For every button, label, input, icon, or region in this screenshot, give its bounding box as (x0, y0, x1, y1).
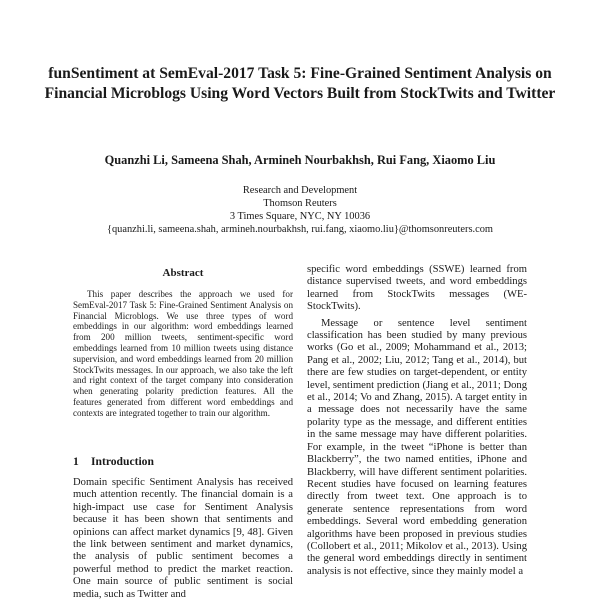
abstract-heading: Abstract (162, 267, 204, 279)
introduction-paragraph: Domain specific Sentiment Analysis has received much attention recently. The financial domain is a high-impact use case for Sentiment Analysis because it has been shown that sentiments and opinions can affect market dynamics [9, 48]. Given the link between sentiment and market dynamics, the analysis of public sentiment becomes a powerful method to predict the market reaction. One main source of public sentiment is social media, such as Twitter and (73, 477, 293, 600)
author-emails: {quanzhi.li, sameena.shah, armineh.nourbakhsh, rui.fang, xiaomo.liu}@thomsonreuters.com (106, 224, 493, 235)
affiliation-block (20, 184, 580, 236)
right-column (307, 264, 527, 582)
right-column-paragraph-1: specific word embeddings (SSWE) learned from distance supervised tweets, and word embeddings learned from StockTwits messages (WE-StockTwits). (307, 264, 527, 313)
section-number: 1 (73, 455, 79, 468)
abstract-text: This paper describes the approach we used for SemEval-2017 Task 5: Fine-Grained Sentiment Analysis on Financial Microblogs. We use three types of word embeddings in our algorithm: word embeddings learned from 200 million tweets, sentiment-specific word embeddings learned from 10 million tweets using distance supervision, and word embeddings learned from 20 million StockTwits messages. In our approach, we also take the left and right context of the target company into consideration when generating polarity prediction features. All the features generated from different word embeddings and contexts are integrated together to train our algorithm. (73, 289, 293, 418)
author-list: Quanzhi Li, Sameena Shah, Armineh Nourbakhsh, Rui Fang, Xiaomo Liu (104, 153, 496, 167)
section-title: Introduction (91, 455, 154, 468)
right-column-paragraph-2: Message or sentence level sentiment classification has been studied by many previous works (Go et al., 2009; Mohammand et al., 2013; Pang et al., 2002; Liu, 2012; Tang et al., 2014), but there are few studies on target-dependent, or entity level, sentiment prediction (Jiang et al., 2011; Dong et al., 2014; Vo and Zhang, 2015). A target entity in a message does not necessarily have the same polarity type as the message, and different entities in the same message may have different polarities. For example, in the tweet “iPhone is better than Blackberry”, the two named entities, iPhone and Blackberry, will have different sentiment polarities. Recent studies have focused on learning features directly from tweet text. One approach is to generate sentence representations from word embeddings. Several word embedding generation algorithms have been proposed in previous studies (Collobert et al., 2011; Mikolov et al., 2013). Using the general word embeddings directly in sentiment analysis is not effective, since they mainly model a (307, 317, 527, 577)
paper-title: funSentiment at SemEval-2017 Task 5: Fine-Grained Sentiment Analysis on Financial Microblogs Using Word Vectors Built from StockTwits and Twitter (44, 65, 556, 102)
affiliation-dept: Research and Development (242, 185, 358, 196)
affiliation-address: 3 Times Square, NYC, NY 10036 (229, 211, 371, 222)
affiliation-org: Thomson Reuters (263, 198, 337, 209)
section-heading-introduction (73, 455, 293, 469)
